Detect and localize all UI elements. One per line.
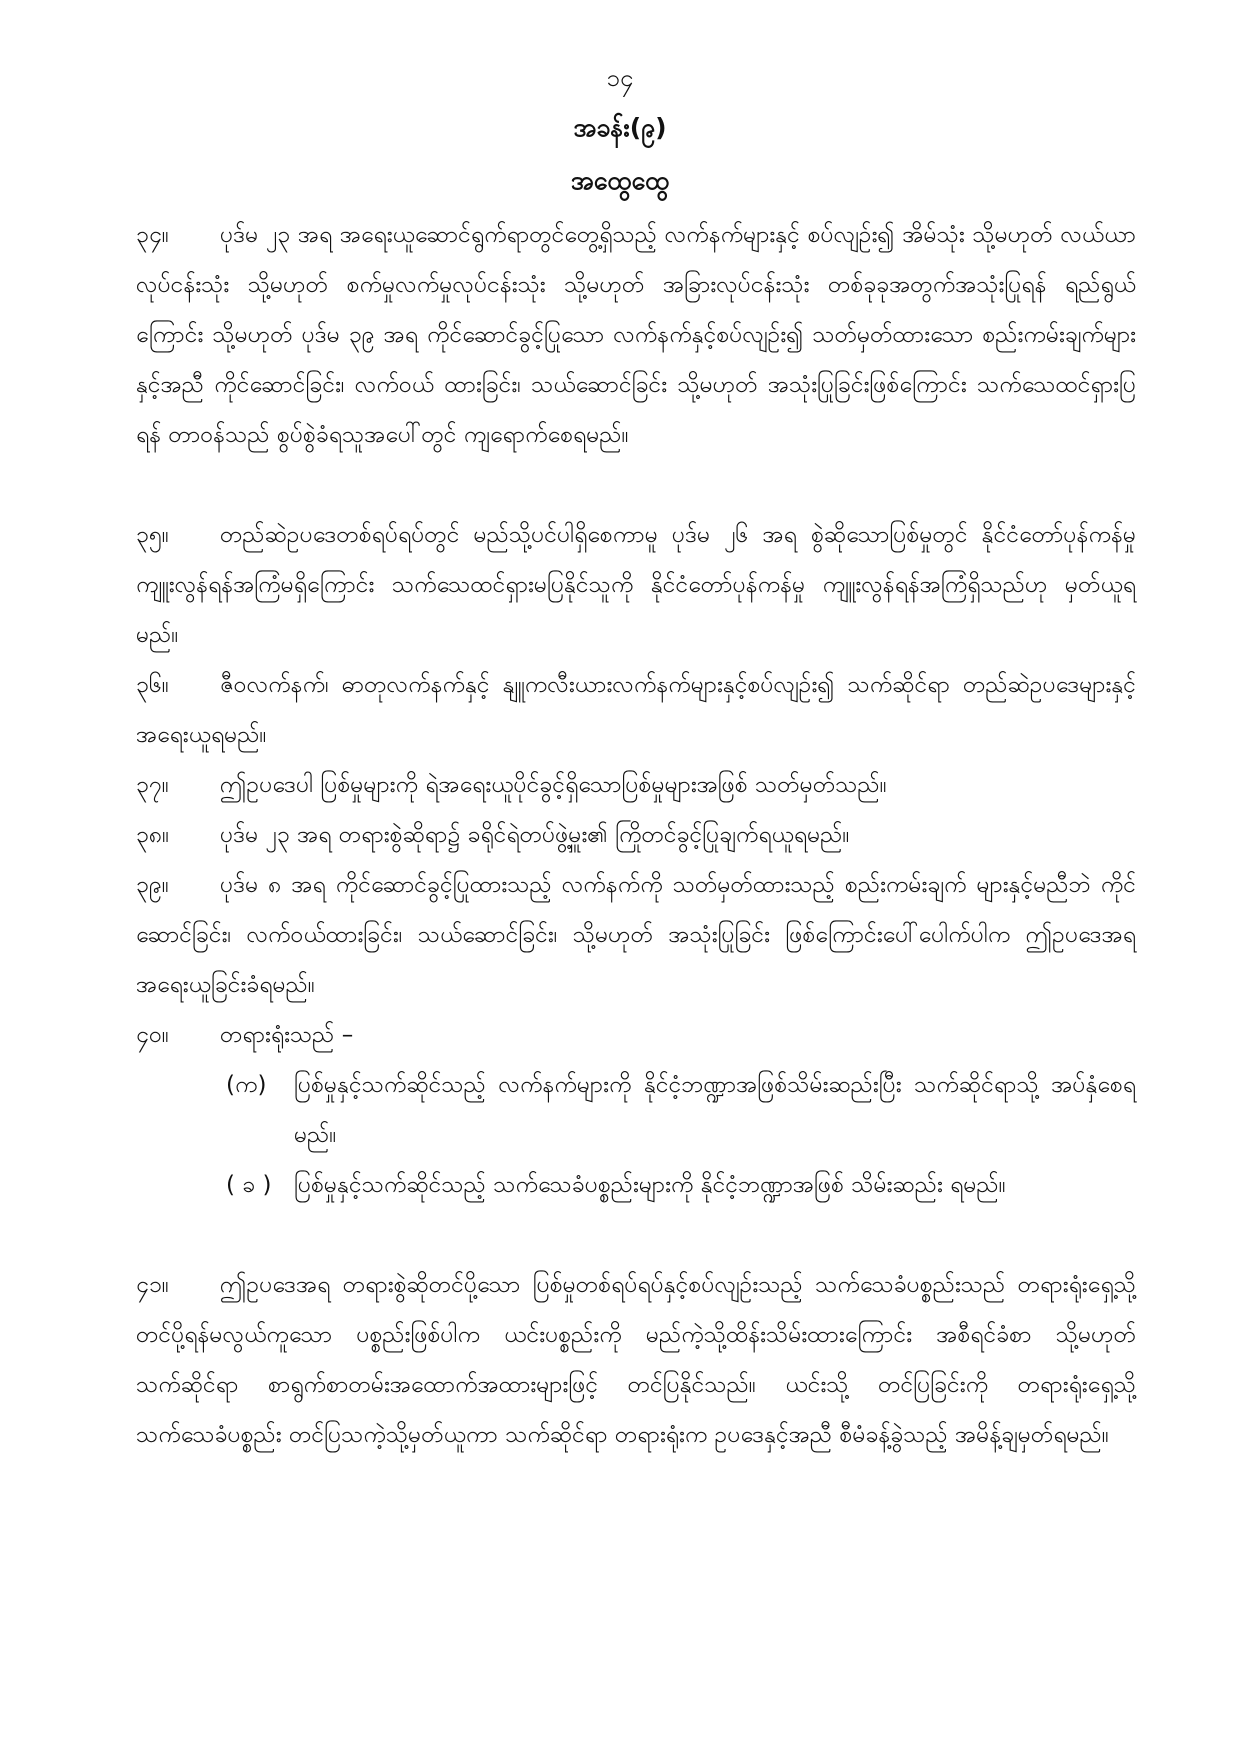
clause-text: ပြစ်မှုနှင့်သက်ဆိုင်သည့် လက်နက်များကို နိုင်ငံ့ဘဏ္ဍာအဖြစ်သိမ်းဆည်းပြီး သက်ဆိုင်ရာသို့ အပ်နှံစေရမည်။ xyxy=(294,1072,1136,1148)
section-37 xyxy=(136,760,1136,810)
section-number: ၃၉။ xyxy=(136,872,169,898)
clause-ka xyxy=(226,1060,1136,1160)
clause-label: (က) xyxy=(226,1072,267,1098)
section-text: ဤဥပဒေပါ ပြစ်မှုများကို ရဲအရေးယူပိုင်ခွင့်ရှိသောပြစ်မှုများအဖြစ် သတ်မှတ်သည်။ xyxy=(220,772,887,798)
section-39 xyxy=(136,860,1136,1010)
section-34 xyxy=(136,210,1136,460)
section-35 xyxy=(136,510,1136,660)
section-number: ၃၇။ xyxy=(136,772,169,798)
section-text: ပုဒ်မ ၈ အရ ကိုင်ဆောင်ခွင့်ပြုထားသည့် လက်နက်ကို သတ်မှတ်ထားသည့် စည်းကမ်းချက် များနှင့်မညီဘဲ ကိုင်ဆောင်ခြင်း၊ လက်ဝယ်ထားခြင်း၊ သယ်ဆောင်ခြင်း၊ သို့မဟုတ် အသုံးပြုခြင်း ဖြစ်ကြောင်းပေါ်ပေါက်ပါက ဤဥပဒေအရ အရေးယူခြင်းခံရမည်။ xyxy=(136,872,1136,998)
section-text: ပုဒ်မ ၂၃ အရ အရေးယူဆောင်ရွက်ရာတွင်တွေ့ရှိသည့် လက်နက်များနှင့် စပ်လျဉ်း၍ အိမ်သုံး သို့မဟုတ် လယ်ယာလုပ်ငန်းသုံး သို့မဟုတ် စက်မှုလက်မှုလုပ်ငန်းသုံး သို့မဟုတ် အခြားလုပ်ငန်းသုံး တစ်ခုခုအတွက်အသုံးပြုရန် ရည်ရွယ်ကြောင်း သို့မဟုတ် ပုဒ်မ ၃၉ အရ ကိုင်ဆောင်ခွင့်ပြုသော လက်နက်နှင့်စပ်လျဉ်း၍ သတ်မှတ်ထားသော စည်းကမ်းချက်များနှင့်အညီ ကိုင်ဆောင်ခြင်း၊ လက်ဝယ် ထားခြင်း၊ သယ်ဆောင်ခြင်း သို့မဟုတ် အသုံးပြုခြင်းဖြစ်ကြောင်း သက်သေထင်ရှားပြရန် တာဝန်သည် စွပ်စွဲခံရသူအပေါ်တွင် ကျရောက်စေရမည်။ xyxy=(136,222,1136,448)
section-text: ဇီဝလက်နက်၊ ဓာတုလက်နက်နှင့် နျူကလီးယားလက်နက်များနှင့်စပ်လျဉ်း၍ သက်ဆိုင်ရာ တည်ဆဲဥပဒေများနှင့် အရေးယူရမည်။ xyxy=(136,672,1136,748)
section-number: ၃၈။ xyxy=(136,822,170,848)
section-36 xyxy=(136,660,1136,760)
clause-text: ပြစ်မှုနှင့်သက်ဆိုင်သည့် သက်သေခံပစ္စည်းများကို နိုင်ငံ့ဘဏ္ဍာအဖြစ် သိမ်းဆည်း ရမည်။ xyxy=(294,1172,1006,1198)
section-number: ၃၆။ xyxy=(136,672,169,698)
chapter-number: အခန်း(၉) xyxy=(573,113,667,142)
clause-kha xyxy=(226,1160,1136,1210)
section-number: ၄၀။ xyxy=(136,1022,169,1048)
section-40 xyxy=(136,1010,1136,1060)
page-number: ၁၄ xyxy=(606,64,634,92)
section-text: ဤဥပဒေအရ တရားစွဲဆိုတင်ပို့သော ပြစ်မှုတစ်ရပ်ရပ်နှင့်စပ်လျဉ်းသည့် သက်သေခံပစ္စည်းသည် တရားရုံးရှေ့သို့ တင်ပို့ရန်မလွယ်ကူသော ပစ္စည်းဖြစ်ပါက ယင်းပစ္စည်းကို မည်ကဲ့သို့ထိန်းသိမ်းထားကြောင်း အစီရင်ခံစာ သို့မဟုတ် သက်ဆိုင်ရာ စာရွက်စာတမ်းအထောက်အထားများဖြင့် တင်ပြနိုင်သည်။ ယင်းသို့ တင်ပြခြင်းကို တရားရုံးရှေ့သို့ သက်သေခံပစ္စည်း တင်ပြသကဲ့သို့မှတ်ယူကာ သက်ဆိုင်ရာ တရားရုံးက ဥပဒေနှင့်အညီ စီမံခန့်ခွဲသည့် အမိန့်ချမှတ်ရမည်။ xyxy=(136,1272,1136,1448)
section-number: ၃၅။ xyxy=(136,522,169,548)
section-text: တည်ဆဲဥပဒေတစ်ရပ်ရပ်တွင် မည်သို့ပင်ပါရှိစေကာမူ ပုဒ်မ ၂၆ အရ စွဲဆိုသောပြစ်မှုတွင် နိုင်ငံတော်ပုန်ကန်မှုကျူးလွန်ရန်အကြံမရှိကြောင်း သက်သေထင်ရှားမပြနိုင်သူကို နိုင်ငံတော်ပုန်ကန်မှု ကျူးလွန်ရန်အကြံရှိသည်ဟု မှတ်ယူရမည်။ xyxy=(136,522,1136,648)
section-text: တရားရုံးသည် – xyxy=(220,1022,354,1048)
section-number: ၄၁။ xyxy=(136,1272,169,1298)
section-41 xyxy=(136,1260,1136,1460)
clause-label: ( ခ ) xyxy=(226,1172,272,1198)
chapter-title: အထွေထွေ xyxy=(570,166,670,195)
section-38 xyxy=(136,810,1136,860)
section-number: ၃၄။ xyxy=(136,222,169,248)
section-text: ပုဒ်မ ၂၃ အရ တရားစွဲဆိုရာ၌ ခရိုင်ရဲတပ်ဖွဲ့မှူး၏ ကြိုတင်ခွင့်ပြုချက်ရယူရမည်။ xyxy=(220,822,850,848)
